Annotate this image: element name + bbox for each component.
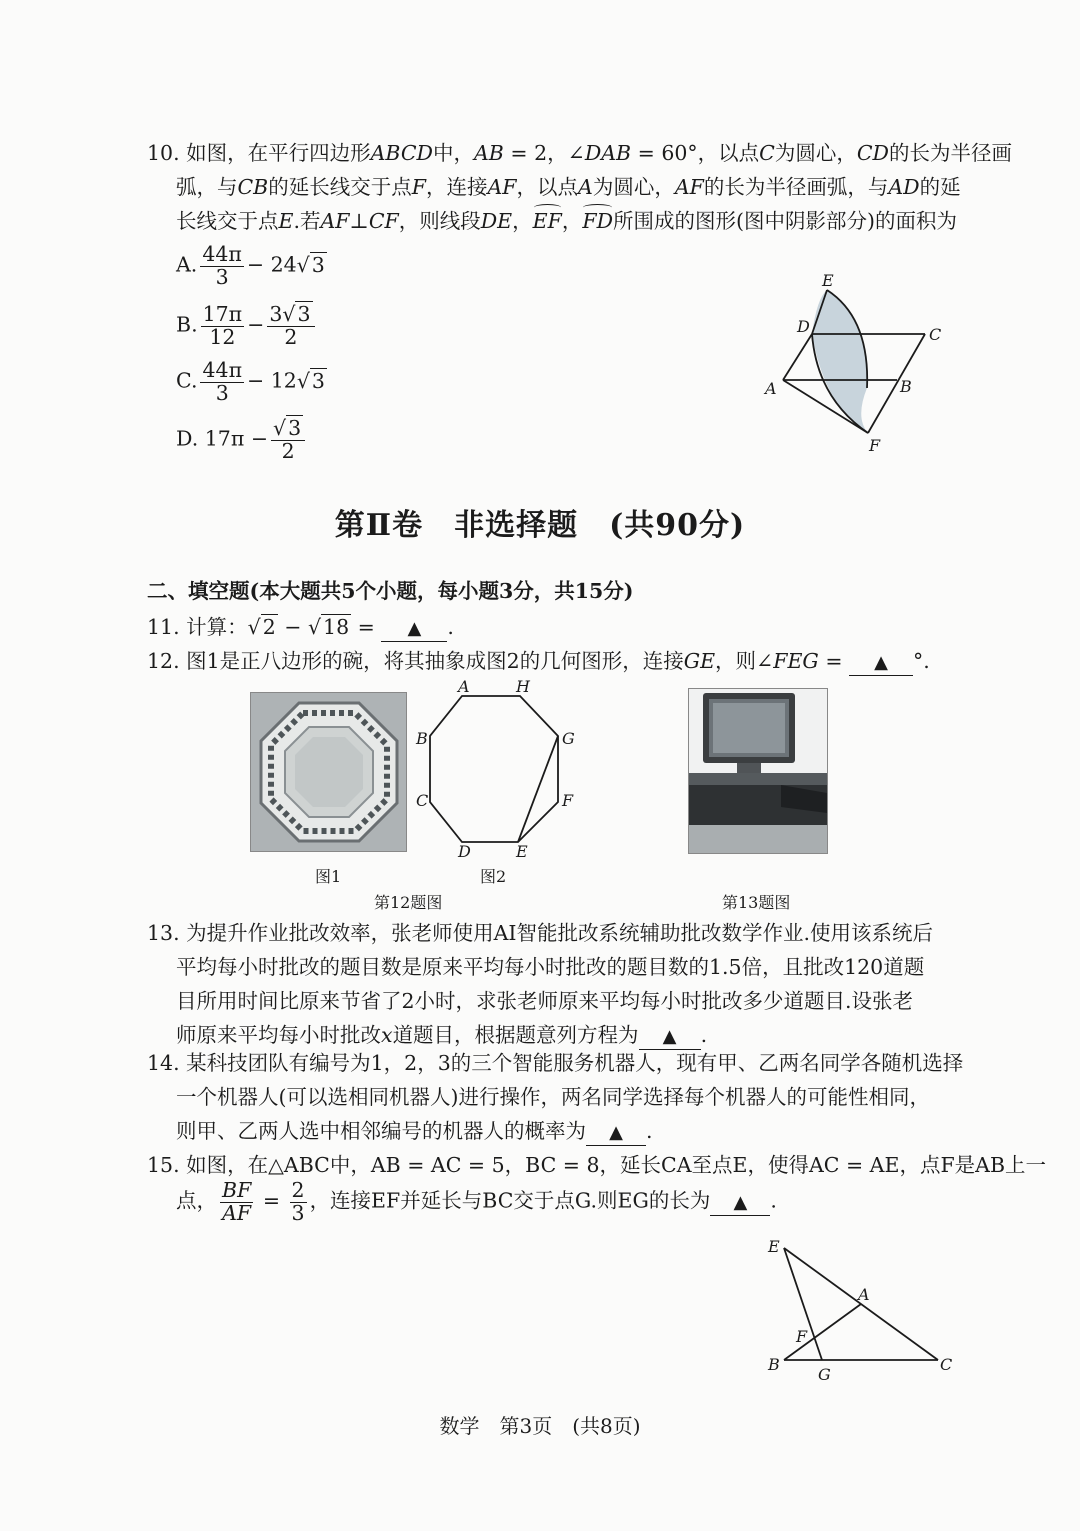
oct-label-a: A	[458, 680, 470, 696]
octagon-figure	[410, 680, 580, 860]
q13-line-2: 平均每小时批改的题目数是原来平均每小时批改的题目数的1.5倍，且批改120道题	[176, 955, 925, 979]
segment-cf	[868, 334, 925, 433]
tri-label-a: A	[858, 1285, 870, 1304]
fill-heading: 二、填空题(本大题共5个小题，每小题3分，共15分)	[147, 579, 634, 603]
q10-line-1: 10. 如图，在平行四边形ABCD中，AB = 2，∠DAB = 60°，以点C为圆心，CD的长为半径画	[147, 141, 1012, 165]
bowl-image	[251, 693, 406, 851]
tri-label-e: E	[768, 1237, 780, 1256]
q13-line-1: 13. 为提升作业批改效率，张老师使用AI智能批改系统辅助批改数学作业.使用该系统后	[147, 921, 934, 945]
q15-answer-blank[interactable]: ▲	[710, 1189, 770, 1216]
q15-line-2: 点， $\frac{BF}{AF}$ = $\frac{2}{3}$ ，连接EF并延长与BC交于点G.则EG的长为 ▲ .	[176, 1178, 777, 1225]
oct-label-d: D	[458, 842, 471, 860]
bowl-photo	[250, 692, 407, 852]
fig1-caption: 图1	[315, 867, 342, 886]
segment-ad	[783, 334, 812, 380]
q10-line-2: 弧，与CB的延长线交于点F，连接AF，以点A为圆心，AF的长为半径画弧，与AD的延	[176, 175, 961, 199]
ai-grading-photo	[688, 688, 828, 854]
q15-line-1: 15. 如图，在△ABC中，AB = AC = 5，BC = 8，延长CA至点E，使得AC = AE，点F是AB上一	[147, 1153, 1047, 1177]
q10-option-a: A. $\frac{44\pi}{3}$ − 24√3	[176, 242, 325, 289]
oct-label-g: G	[562, 729, 575, 748]
oct-label-f: F	[562, 791, 574, 810]
q11: 11. 计算：√2 − √18 = ▲ .	[147, 612, 454, 642]
tri-label-f: F	[796, 1327, 808, 1346]
label-e: E	[822, 271, 834, 290]
label-f: F	[869, 436, 881, 455]
q12: 12. 图1是正八边形的碗，将其抽象成图2的几何图形，连接GE，则∠FEG = ▲ °.	[147, 646, 930, 676]
segment-ge	[518, 736, 558, 842]
q14-line-3: 则甲、乙两人选中相邻编号的机器人的概率为 ▲ .	[176, 1116, 653, 1146]
q10-option-c: C. $\frac{44\pi}{3}$ − 12√3	[176, 358, 325, 405]
fig2-caption: 图2	[480, 867, 507, 886]
q14-answer-blank[interactable]: ▲	[586, 1119, 646, 1146]
label-a: A	[765, 379, 777, 398]
label-b: B	[900, 377, 912, 396]
label-d: D	[797, 317, 810, 336]
fig12-caption: 第12题图	[374, 893, 443, 912]
oct-label-c: C	[416, 791, 429, 810]
oct-label-e: E	[516, 842, 528, 860]
q10-figure	[755, 268, 955, 458]
oct-label-h: H	[516, 680, 530, 696]
page-footer: 数学 第3页 (共8页)	[439, 1414, 641, 1438]
q10-option-b: B. $\frac{17\pi}{12}$ − $\frac{3√3}{2}$	[176, 304, 318, 348]
fig13-caption: 第13题图	[722, 893, 791, 912]
q10-line-3: 长线交于点E.若AF⊥CF，则线段DE，EF，FD所围成的图形(图中阴影部分)的面积为	[176, 206, 957, 236]
q10-option-d: D. 17π − $\frac{√3}{2}$	[176, 418, 308, 462]
q14-line-2: 一个机器人(可以选相同机器人)进行操作，两名同学选择每个机器人的可能性相同，	[176, 1085, 930, 1109]
oct-label-b: B	[416, 729, 428, 748]
q15-figure	[760, 1232, 960, 1392]
q13-line-4: 师原来平均每小时批改x道题目，根据题意列方程为 ▲ .	[176, 1020, 707, 1050]
tri-label-c: C	[940, 1355, 953, 1374]
computer-image	[689, 689, 827, 853]
q12-answer-blank[interactable]: ▲	[849, 649, 913, 676]
tri-label-b: B	[768, 1355, 780, 1374]
label-c: C	[929, 325, 942, 344]
q14-line-1: 14. 某科技团队有编号为1，2，3的三个智能服务机器人，现有甲、乙两名同学各随机选择	[147, 1051, 964, 1075]
q13-answer-blank[interactable]: ▲	[639, 1023, 701, 1050]
section-title: 第Ⅱ卷 非选择题 (共90分)	[334, 508, 746, 543]
octagon	[430, 696, 558, 842]
q13-line-3: 目所用时间比原来节省了2小时，求张老师原来平均每小时批改多少道题目.设张老	[176, 989, 914, 1013]
tri-label-g: G	[818, 1365, 831, 1384]
q11-answer-blank[interactable]: ▲	[381, 615, 447, 642]
